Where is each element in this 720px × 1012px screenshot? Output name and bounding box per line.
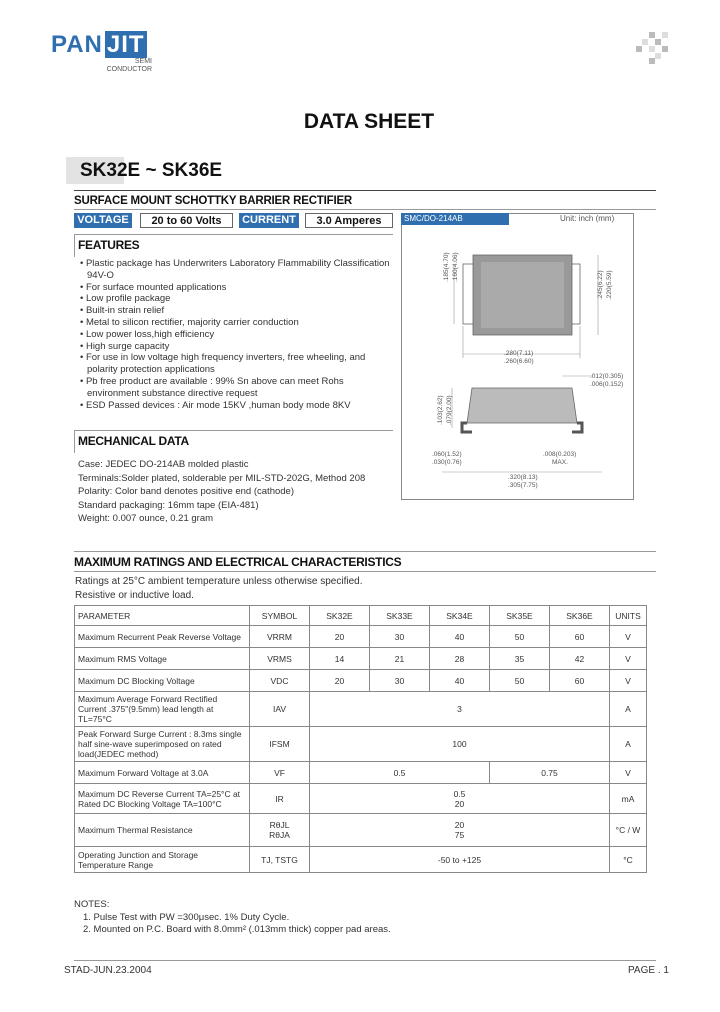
value-cell: 60	[550, 626, 610, 648]
table-header-cell: SK32E	[310, 606, 370, 626]
table-row	[75, 670, 647, 692]
table-header-cell: SYMBOL	[250, 606, 310, 626]
dim-label: .245(6.22)	[597, 270, 604, 300]
table-header-cell: UNITS	[610, 606, 647, 626]
param-cell: Maximum Average Forward Rectified Current .375"(9.5mm) lead length at TL=75°C	[75, 692, 250, 727]
voltage-value: 20 to 60 Volts	[140, 213, 233, 228]
table-row	[75, 727, 647, 762]
value-cell: 100	[310, 727, 610, 762]
notes-title: NOTES:	[74, 899, 110, 910]
dim-label: MAX.	[552, 459, 568, 466]
brand-subtitle	[78, 58, 152, 74]
param-cell: Peak Forward Surge Current : 8.3ms single half sine-wave superimposed on rated load(JEDEC method)	[75, 727, 250, 762]
brand-sub-line1: SEMI	[134, 58, 152, 65]
table-row	[75, 814, 647, 847]
symbol-cell: TJ, TSTG	[250, 847, 310, 873]
table-row	[75, 626, 647, 648]
value-cell: -50 to +125	[310, 847, 610, 873]
value-cell	[310, 814, 610, 847]
dim-label: .012(0.305)	[590, 373, 624, 380]
unit-cell: V	[610, 670, 647, 692]
ratings-title: MAXIMUM RATINGS AND ELECTRICAL CHARACTERISTICS	[74, 555, 402, 569]
table-header-cell: SK33E	[370, 606, 430, 626]
list-item: Terminals:Solder plated, solderable per MIL-STD-202G, Method 208	[78, 472, 366, 484]
symbol-cell	[250, 814, 310, 847]
value-cell: 42	[550, 648, 610, 670]
current-label: CURRENT	[239, 213, 299, 228]
table-header-cell: PARAMETER	[75, 606, 250, 626]
value-cell: 20	[310, 670, 370, 692]
current-value: 3.0 Amperes	[305, 213, 393, 228]
brand-name-b: JIT	[106, 31, 145, 58]
symbol-cell: VDC	[250, 670, 310, 692]
param-cell: Maximum Thermal Resistance	[75, 814, 250, 847]
list-item: • For use in low voltage high frequency inverters, free wheeling, and polarity protection applications	[80, 352, 366, 376]
param-cell: Operating Junction and Storage Temperature Range	[75, 847, 250, 873]
value-cell: 50	[490, 670, 550, 692]
notes-block	[74, 899, 391, 937]
unit-cell: °C	[610, 847, 647, 873]
table-row	[75, 692, 647, 727]
list-item: • ESD Passed devices : Air mode 15KV ,human body mode 8KV	[80, 399, 351, 411]
table-row	[75, 784, 647, 814]
dim-label: .006(0.152)	[590, 381, 624, 388]
dim-label: .060(1.52)	[432, 451, 462, 458]
dim-label: .030(0.76)	[432, 459, 462, 466]
dim-label: .220(5.59)	[606, 270, 613, 300]
table-header-row	[75, 606, 647, 626]
value-cell: 21	[370, 648, 430, 670]
table-row	[75, 762, 647, 784]
note-item: 1. Pulse Test with PW =300μsec. 1% Duty Cycle.	[83, 911, 290, 923]
param-cell: Maximum DC Blocking Voltage	[75, 670, 250, 692]
table-header-cell: SK35E	[490, 606, 550, 626]
package-tag: SMC/DO-214AB	[401, 213, 509, 225]
value-cell: 3	[310, 692, 610, 727]
product-subtitle: SURFACE MOUNT SCHOTTKY BARRIER RECTIFIER	[74, 195, 353, 207]
symbol-cell: IAV	[250, 692, 310, 727]
param-cell: Maximum Forward Voltage at 3.0A	[75, 762, 250, 784]
footer-date: STAD-JUN.23.2004	[64, 965, 152, 976]
dim-label: .185(4.70)	[443, 252, 450, 282]
unit-cell: mA	[610, 784, 647, 814]
symbol-cell: VRMS	[250, 648, 310, 670]
value-line: 75	[454, 830, 465, 840]
unit-cell: A	[610, 692, 647, 727]
list-item: • Low power loss,high efficiency	[80, 328, 215, 340]
value-cell: 50	[490, 626, 550, 648]
brand-sub-line2: CONDUCTOR	[106, 66, 152, 73]
value-cell: 35	[490, 648, 550, 670]
dim-label: .160(4.06)	[452, 252, 459, 282]
table-header-cell: SK36E	[550, 606, 610, 626]
symbol-cell: IR	[250, 784, 310, 814]
param-cell: Maximum DC Reverse Current TA=25°C at Rated DC Blocking Voltage TA=100°C	[75, 784, 250, 814]
document-title: DATA SHEET	[303, 110, 435, 133]
list-item: • Low profile package	[80, 293, 171, 305]
symbol-cell: VRRM	[250, 626, 310, 648]
unit-cell: V	[610, 762, 647, 784]
symbol-cell: VF	[250, 762, 310, 784]
unit-cell: A	[610, 727, 647, 762]
features-title: FEATURES	[78, 238, 140, 252]
ratings-condition-1: Ratings at 25°C ambient temperature unless otherwise specified.	[75, 576, 363, 587]
value-cell	[310, 784, 610, 814]
symbol-line: RθJL	[269, 820, 290, 830]
divider-top	[74, 190, 656, 191]
value-cell: 40	[430, 626, 490, 648]
unit-cell: °C / W	[610, 814, 647, 847]
dim-label: .320(8.13)	[508, 474, 538, 481]
footer-page: PAGE . 1	[628, 965, 669, 976]
dim-label: .079(2.00)	[446, 395, 453, 425]
table-header-cell: SK34E	[430, 606, 490, 626]
param-cell: Maximum Recurrent Peak Reverse Voltage	[75, 626, 250, 648]
unit-cell: V	[610, 648, 647, 670]
value-cell: 28	[430, 648, 490, 670]
divider-footer	[74, 960, 656, 961]
list-item: Weight: 0.007 ounce, 0.21 gram	[78, 513, 214, 524]
value-cell: 0.75	[490, 762, 610, 784]
dim-label: .280(7.11)	[504, 350, 534, 357]
divider-subtitle	[74, 209, 656, 210]
dim-label: .305(7.75)	[508, 482, 538, 489]
list-item: • Plastic package has Underwriters Laboratory Flammability Classification 94V-O	[80, 258, 390, 281]
mechanical-title: MECHANICAL DATA	[78, 434, 189, 448]
value-line: 20	[454, 798, 465, 809]
symbol-line: RθJA	[269, 830, 290, 840]
corner-dots-decoration	[636, 32, 668, 64]
features-list	[77, 258, 395, 411]
value-cell: 30	[370, 626, 430, 648]
list-item: • Pb free product are available : 99% Sn above can meet Rohs environment substance directive request	[80, 375, 344, 399]
value-cell: 60	[550, 670, 610, 692]
brand-name-a: PAN	[51, 31, 103, 58]
part-number: SK32E ~ SK36E	[80, 160, 223, 181]
voltage-label: VOLTAGE	[74, 213, 132, 228]
divider-ratings-top	[74, 551, 656, 552]
value-line: 0.5	[453, 788, 466, 799]
dim-label: .260(6.60)	[504, 358, 534, 365]
table-row	[75, 648, 647, 670]
list-item: • High surge capacity	[80, 340, 170, 352]
value-line: 20	[454, 820, 465, 830]
package-unit: Unit: inch (mm)	[560, 214, 615, 223]
brand-logo	[51, 31, 147, 59]
unit-cell: V	[610, 626, 647, 648]
list-item: Polarity: Color band denotes positive end (cathode)	[78, 486, 294, 497]
value-cell: 0.5	[310, 762, 490, 784]
list-item: • Metal to silicon rectifier, majority carrier conduction	[80, 316, 299, 328]
ratings-condition-2: Resistive or inductive load.	[75, 590, 194, 601]
dim-label: .103(2.62)	[437, 395, 444, 425]
dim-label: .008(0.203)	[543, 451, 577, 458]
list-item: • For surface mounted applications	[80, 281, 227, 293]
list-item: Standard packaging: 16mm tape (EIA-481)	[78, 499, 259, 511]
ratings-table	[74, 605, 647, 873]
divider-ratings-bottom	[74, 571, 656, 572]
value-cell: 20	[310, 626, 370, 648]
list-item: • Built-in strain relief	[80, 305, 165, 317]
param-cell: Maximum RMS Voltage	[75, 648, 250, 670]
value-cell: 40	[430, 670, 490, 692]
list-item: Case: JEDEC DO-214AB molded plastic	[78, 459, 249, 470]
value-cell: 30	[370, 670, 430, 692]
table-row	[75, 847, 647, 873]
symbol-cell: IFSM	[250, 727, 310, 762]
value-cell: 14	[310, 648, 370, 670]
mechanical-list	[78, 458, 365, 526]
note-item: 2. Mounted on P.C. Board with 8.0mm² (.013mm thick) copper pad areas.	[83, 924, 391, 935]
